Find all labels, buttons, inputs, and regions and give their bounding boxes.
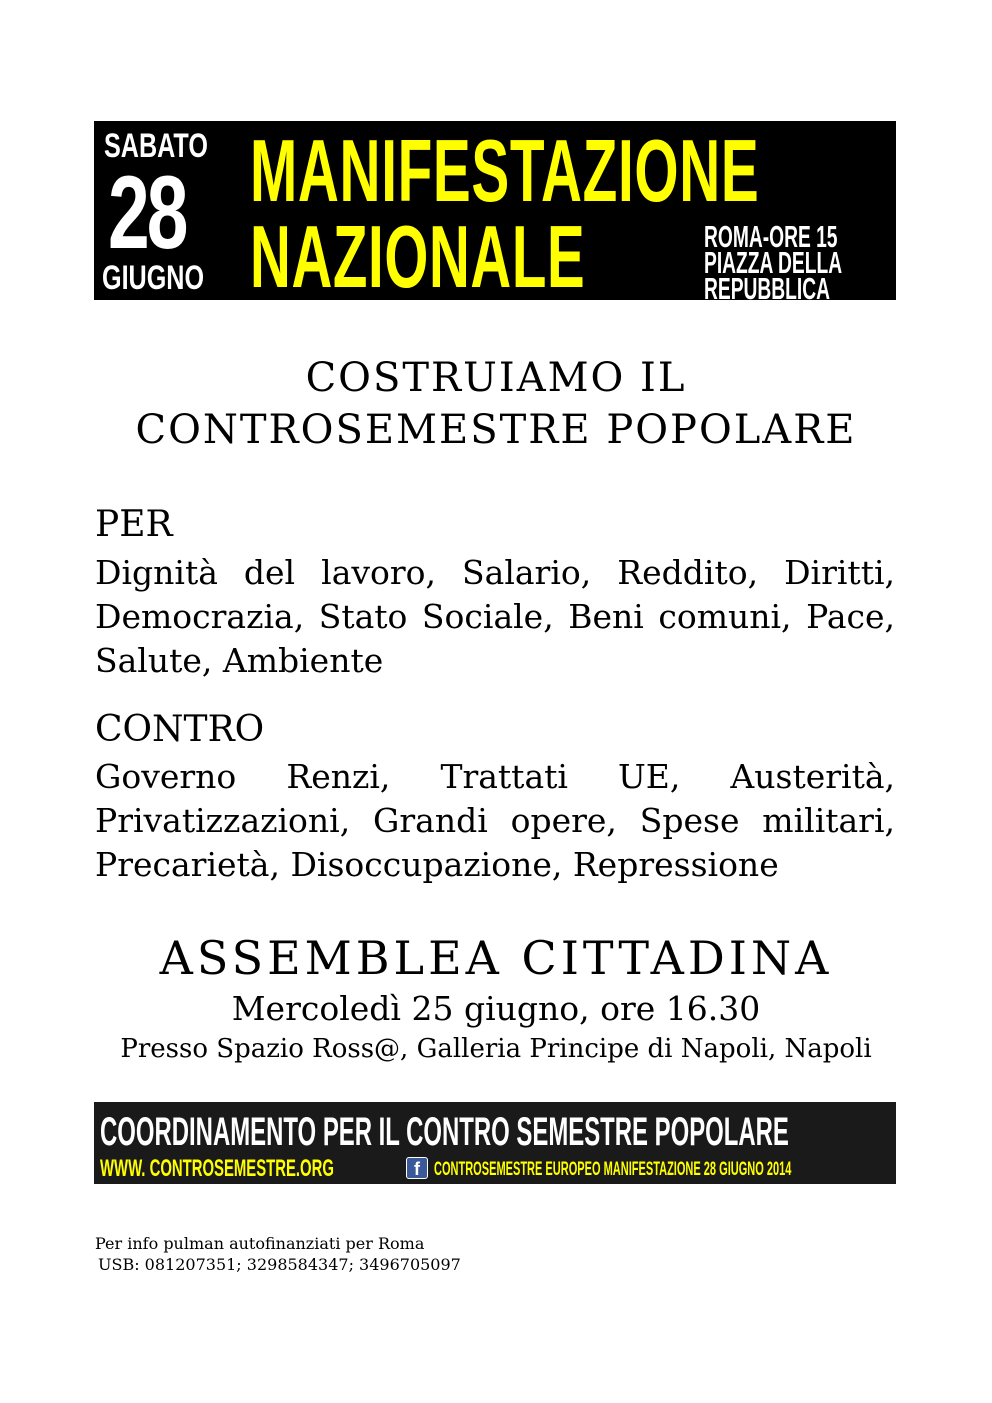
headline-line2: CONTROSEMESTRE POPOLARE — [135, 407, 857, 453]
contro-item-line: Privatizzazioni, Grandi opere, Spese militari, — [95, 801, 895, 840]
banner-day-number: 28 — [108, 155, 186, 271]
per-item-line: Democrazia, Stato Sociale, Beni comuni, Pace, — [95, 597, 895, 636]
facebook-icon: f — [406, 1157, 428, 1179]
per-label: PER — [95, 504, 173, 545]
contro-item-line: Governo Renzi, Trattati UE, Austerità, — [95, 757, 895, 796]
contro-item-line: Precarietà, Disoccupazione, Repressione — [95, 845, 779, 884]
banner-title-line2: NAZIONALE — [250, 207, 586, 300]
bus-info-line1: Per info pulman autofinanziati per Roma — [95, 1234, 425, 1253]
coordination-links — [100, 1155, 892, 1182]
website-url: WWW. CONTROSEMESTRE.ORG — [100, 1155, 334, 1182]
contro-label: CONTRO — [95, 709, 265, 750]
coordination-banner — [94, 1102, 896, 1184]
banner-location-line: ROMA-ORE 15 — [704, 219, 838, 254]
headline — [0, 352, 992, 456]
banner-title-line1: MANIFESTAZIONE — [250, 121, 760, 220]
banner-location-line: PIAZZA DELLA — [704, 245, 843, 280]
per-item-line: Salute, Ambiente — [95, 641, 384, 680]
headline-line1: COSTRUIAMO IL — [305, 355, 687, 401]
banner-day-label: SABATO — [104, 127, 208, 165]
banner-month-label: GIUGNO — [102, 259, 205, 297]
assembly-title: ASSEMBLEA CITTADINA — [159, 931, 833, 985]
bus-info — [95, 1233, 461, 1275]
bus-info-contacts: USB: 081207351; 3298584347; 3496705097 — [98, 1255, 461, 1274]
per-item-line: Dignità del lavoro, Salario, Reddito, Diritti, — [95, 553, 895, 592]
banner-location-line: REPUBBLICA — [704, 271, 831, 300]
event-banner — [94, 121, 896, 300]
banner-location — [704, 221, 896, 299]
assembly-date: Mercoledì 25 giugno, ore 16.30 — [231, 989, 761, 1028]
assembly-place: Presso Spazio Ross@, Galleria Principe di Napoli, Napoli — [120, 1034, 872, 1064]
coordination-title: COORDINAMENTO PER IL CONTRO SEMESTRE POPOLARE — [100, 1110, 789, 1154]
facebook-page-name: CONTROSEMESTRE EUROPEO MANIFESTAZIONE 28 GIUGNO 2014 — [434, 1159, 792, 1180]
